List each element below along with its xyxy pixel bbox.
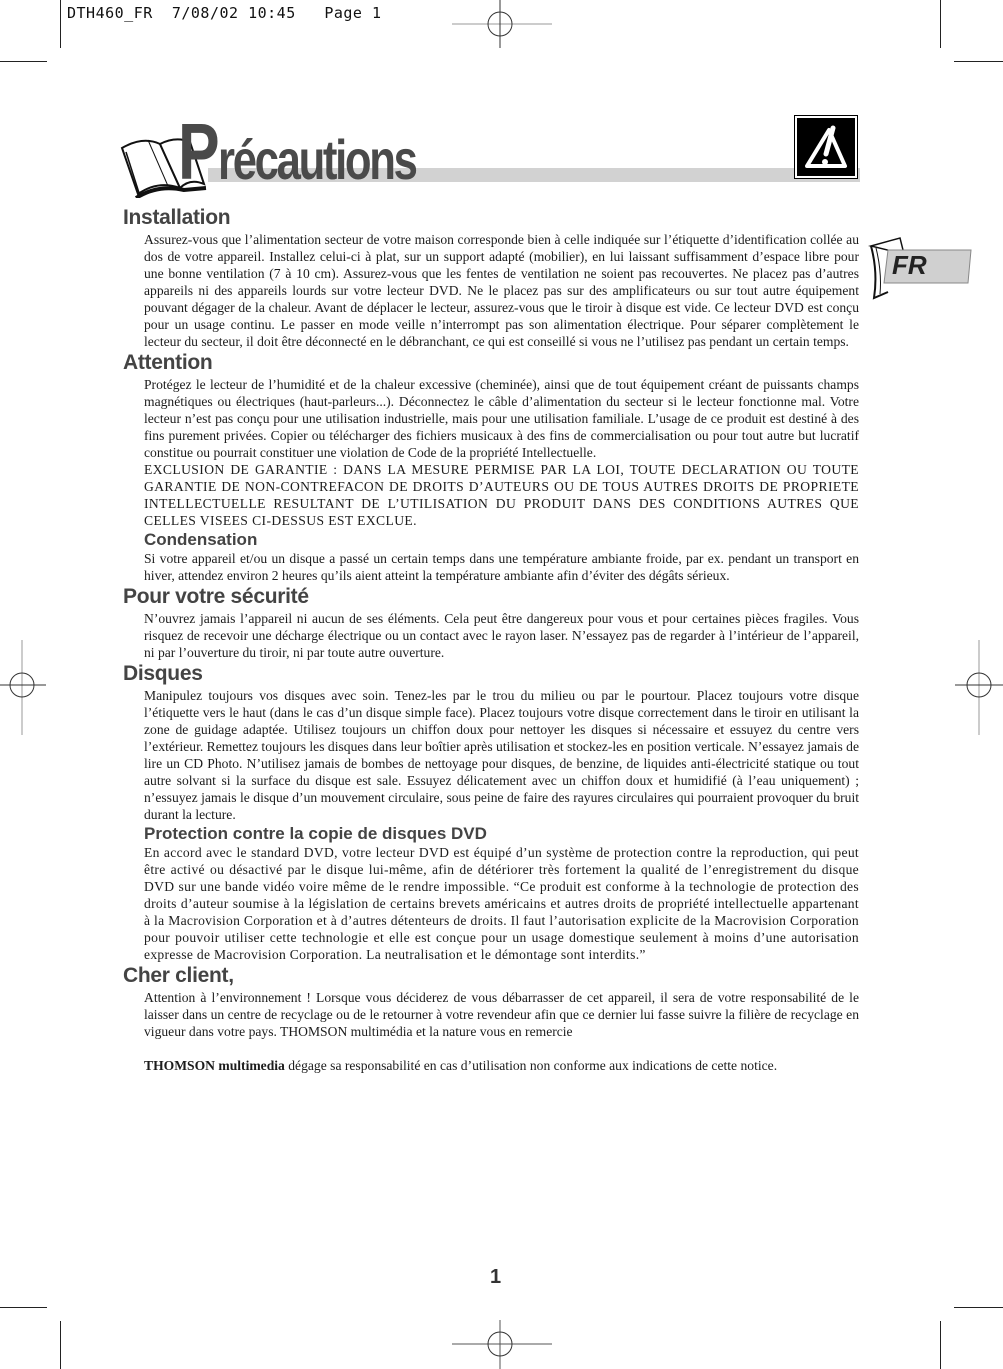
- section-paragraph: Protégez le lecteur de l’humidité et de la chaleur excessive (cheminée), ainsi que de tout équipement créant de puissants champs magnétiques ou électriques (haut-parleurs...). Déconnectez le câble d’alimentation du secteur si le lecteur fonctionne mal. Votre lecteur n’est pas conçu pour une utilisation industrielle, mais pour une utilisation familiale. L’usage de ce produit est destiné à des fins purement privées. Copier ou télécharger des fichiers musicaux à des fins de commercialisation ou pour tout autre but lucratif constitue ou pourrait constituer une violation de Code de la propriété Intellectuelle.: [144, 377, 859, 460]
- section-heading: Disques: [123, 662, 203, 685]
- section-heading: Installation: [123, 206, 231, 229]
- crop-mark-top-right-h: [954, 61, 1003, 62]
- section-cher-client: [123, 963, 859, 1074]
- spacer: [123, 1040, 859, 1057]
- warning-triangle-icon: [794, 115, 858, 179]
- section-attention: [123, 350, 859, 584]
- precautions-content: [123, 205, 859, 1074]
- crop-mark-top-left-h: [0, 61, 47, 62]
- section-paragraph: Manipulez toujours vos disques avec soin. Tenez-les par le trou du milieu ou par le pourtour. Placez toujours votre disque l’étiquette vers le haut (dans le cas d’un disque simple face). Placez toujours votre disque correctement dans le tiroir en utilisant la zone de guidage adaptée. Utilisez toujours un chiffon doux pour nettoyer les disques si nécessaire et essuyez du centre vers l’extérieur. Remettez toujours les disques dans leur boîtier après utilisation et stockez-les en position verticale. N’essayez jamais de lire un CD Photo. N’utilisez jamais de bombes de nettoyage pour disques, de benzine, de liquides anti-électricité statique ou tout autre solvant si la surface du disque est sale. Essuyez délicatement avec un chiffon doux et humidifié (à l’eau uniquement) ; n’essuyez jamais le disque d’un mouvement circulaire, sous peine de faire des rayures circulaires qui pourraient provoquer du bruit durant la lecture.: [144, 688, 859, 822]
- disclaimer-paragraph: [144, 1057, 859, 1074]
- registration-mark-left-icon: [0, 640, 50, 735]
- brand-name: THOMSON multimedia: [144, 1058, 285, 1073]
- subsection-heading: Protection contre la copie de disques DVD: [144, 824, 487, 843]
- section-disques: [123, 661, 859, 963]
- disclaimer-text: dégage sa responsabilité en cas d’utilisation non conforme aux indications de cette notice.: [284, 1058, 778, 1073]
- language-badge-label: FR: [892, 250, 927, 280]
- page-title: Précautions: [178, 107, 416, 196]
- section-heading: Pour votre sécurité: [123, 585, 309, 608]
- page-number: 1: [490, 1266, 502, 1288]
- section-paragraph: N’ouvrez jamais l’appareil ni aucun de ses éléments. Cela peut être dangereux pour vous et pour certaines pièces fragiles. Vous risquez de recevoir une décharge électrique ou un contact avec le rayon laser. N’essayez pas de regarder à l’intérieur de l’appareil, ni par l’ouverture du tiroir, ni par toute autre ouverture.: [144, 611, 859, 660]
- warranty-exclusion-paragraph: EXCLUSION DE GARANTIE : DANS LA MESURE PERMISE PAR LA LOI, TOUTE DECLARATION OU TOUTE GARANTIE DE NON-CONTREFACON DE DROITS D’AUTEURS OU DE TOUS AUTRES DROITS DE PROPRIETE INTELLECTUELLE RESULTANT DE L’UTILISATION DU PRODUIT DANS DES CONDITIONS AUTRES QUE CELLES VISEES CI-DESSUS EST EXCLUE.: [144, 462, 859, 528]
- subsection-paragraph: Si votre appareil et/ou un disque a passé un certain temps dans une température ambiante froide, par ex. pendant un transport en hiver, attendez environ 2 heures qu’ils aient atteint la température ambiante afin d’éviter des dégâts sérieux.: [144, 551, 859, 583]
- subsection-heading: Condensation: [144, 530, 258, 549]
- crop-mark-top-left-v: [60, 0, 61, 48]
- registration-mark-top-icon: [452, 0, 552, 50]
- subsection-paragraph: En accord avec le standard DVD, votre lecteur DVD est équipé d’un système de protection contre la reproduction, qui peut être activé ou désactivé par le disque lui-même, afin de détériorer très fortement la qualité de l’enregistrement du disque DVD sur une bande vidéo voire même de le rendre impossible. “Ce produit est conforme à la technologie de protection des droits d’auteur soumise à la législation de certains brevets américains et autres droits de propriété intellectuelle appartenant à la Macrovision Corporation et à d’autres détenteurs de droits. Il faut l’autorisation explicite de la Macrovision Corporation pour pouvoir utiliser cette technologie et elle est conçue pour un usage domestique seulement à moins d’une autorisation expresse de Macrovision Corporation. La neutralisation et le démontage sont interdits.”: [144, 845, 859, 962]
- section-paragraph: Assurez-vous que l’alimentation secteur de votre maison corresponde bien à celle indiquée sur l’étiquette d’identification collée au dos de votre appareil. Installez celui-ci à plat, sur un support adapté (mobilier), en lui laissant suffisamment d’espace libre pour une bonne ventilation (7 à 10 cm). Assurez-vous que les fentes de ventilation ne soient pas recouvertes. Ne placez pas d’autres appareils ni des appareils lourds sur votre lecteur DVD. Ne le placez pas sur des amplificateurs ou sur tout autre équipement pouvant dégager de la chaleur. Avant de déplacer le lecteur, assurez-vous que le tiroir à disque est vide. Ce lecteur DVD est conçu pour un usage continu. Le passer en mode veille n’interrompt pas son alimentation électrique. Pour séparer complètement le lecteur du secteur, il doit être déconnecté en le débranchant, ce qui est conseillé si vous ne l’utilisez pas pendant un certain temps.: [144, 232, 859, 349]
- section-heading: Attention: [123, 351, 213, 374]
- registration-mark-right-icon: [955, 640, 1003, 735]
- section-heading: Cher client,: [123, 964, 234, 987]
- crop-mark-bottom-right-h: [954, 1307, 1003, 1308]
- page-title-block: [118, 108, 858, 198]
- crop-mark-bottom-right-v: [940, 1321, 941, 1369]
- section-installation: [123, 205, 859, 350]
- printer-slug: DTH460_FR 7/08/02 10:45 Page 1: [67, 4, 382, 22]
- crop-mark-top-right-v: [940, 0, 941, 48]
- section-securite: [123, 584, 859, 661]
- crop-mark-bottom-left-h: [0, 1307, 47, 1308]
- registration-mark-bottom-icon: [452, 1320, 552, 1369]
- crop-mark-bottom-left-v: [60, 1321, 61, 1369]
- section-paragraph: Attention à l’environnement ! Lorsque vous déciderez de vous débarrasser de cet appareil, il sera de votre responsabilité de le laisser dans un centre de recyclage ou de le retourner à votre revendeur afin que ce dernier lui fasse suivre la filière de recyclage en vigueur dans votre pays. THOMSON multimédia et la nature vous en remercie: [144, 990, 859, 1039]
- language-badge: [868, 236, 974, 300]
